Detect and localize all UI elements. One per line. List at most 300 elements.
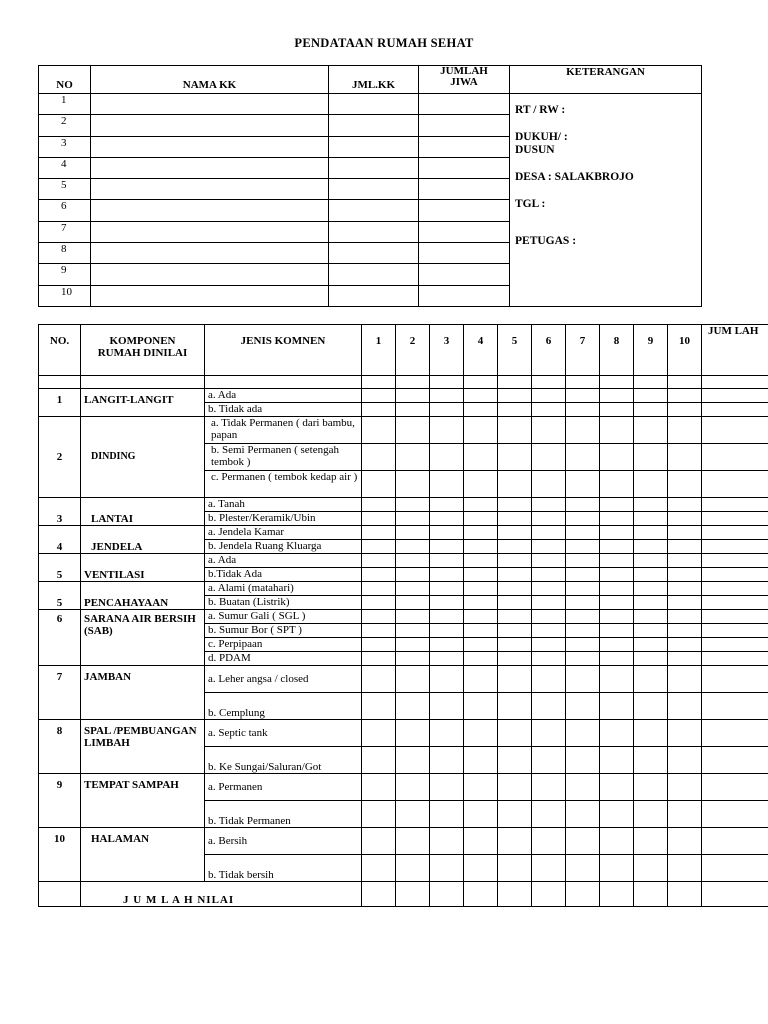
score-cell[interactable] xyxy=(464,554,498,568)
nama-kk-cell[interactable] xyxy=(91,157,329,178)
score-cell[interactable] xyxy=(634,720,668,747)
score-cell[interactable] xyxy=(634,610,668,624)
score-cell[interactable] xyxy=(362,417,396,444)
score-cell[interactable] xyxy=(498,666,532,693)
score-cell[interactable] xyxy=(566,568,600,582)
score-cell[interactable] xyxy=(566,582,600,596)
score-cell[interactable] xyxy=(566,828,600,855)
score-cell[interactable] xyxy=(464,828,498,855)
score-cell[interactable] xyxy=(668,512,702,526)
score-cell[interactable] xyxy=(668,389,702,403)
score-cell[interactable] xyxy=(430,828,464,855)
jumlah-cell[interactable] xyxy=(702,582,768,596)
score-cell[interactable] xyxy=(362,624,396,638)
score-cell[interactable] xyxy=(668,855,702,882)
score-cell[interactable] xyxy=(532,389,566,403)
score-cell[interactable] xyxy=(430,582,464,596)
score-cell[interactable] xyxy=(634,774,668,801)
score-cell[interactable] xyxy=(396,389,430,403)
score-cell[interactable] xyxy=(362,882,396,907)
score-cell[interactable] xyxy=(430,471,464,498)
score-cell[interactable] xyxy=(498,610,532,624)
score-cell[interactable] xyxy=(668,624,702,638)
score-cell[interactable] xyxy=(566,652,600,666)
score-cell[interactable] xyxy=(430,568,464,582)
score-cell[interactable] xyxy=(600,666,634,693)
score-cell[interactable] xyxy=(600,596,634,610)
score-cell[interactable] xyxy=(362,596,396,610)
jumlah-cell[interactable] xyxy=(702,774,768,801)
jml-kk-cell[interactable] xyxy=(329,136,419,157)
score-cell[interactable] xyxy=(634,882,668,907)
score-cell[interactable] xyxy=(634,403,668,417)
score-cell[interactable] xyxy=(634,801,668,828)
score-cell[interactable] xyxy=(532,568,566,582)
score-cell[interactable] xyxy=(634,389,668,403)
score-cell[interactable] xyxy=(464,417,498,444)
score-cell[interactable] xyxy=(532,882,566,907)
score-cell[interactable] xyxy=(362,801,396,828)
score-cell[interactable] xyxy=(396,652,430,666)
score-cell[interactable] xyxy=(464,444,498,471)
jumlah-jiwa-cell[interactable] xyxy=(419,115,510,136)
score-cell[interactable] xyxy=(464,882,498,907)
score-cell[interactable] xyxy=(396,801,430,828)
score-cell[interactable] xyxy=(532,554,566,568)
score-cell[interactable] xyxy=(498,596,532,610)
score-cell[interactable] xyxy=(532,747,566,774)
nama-kk-cell[interactable] xyxy=(91,136,329,157)
score-cell[interactable] xyxy=(430,720,464,747)
score-cell[interactable] xyxy=(566,403,600,417)
score-cell[interactable] xyxy=(396,471,430,498)
score-cell[interactable] xyxy=(362,747,396,774)
score-cell[interactable] xyxy=(430,747,464,774)
score-cell[interactable] xyxy=(532,596,566,610)
score-cell[interactable] xyxy=(396,403,430,417)
score-cell[interactable] xyxy=(566,540,600,554)
score-cell[interactable] xyxy=(566,417,600,444)
jumlah-cell[interactable] xyxy=(702,666,768,693)
score-cell[interactable] xyxy=(566,610,600,624)
score-cell[interactable] xyxy=(532,624,566,638)
score-cell[interactable] xyxy=(668,828,702,855)
score-cell[interactable] xyxy=(362,693,396,720)
score-cell[interactable] xyxy=(464,747,498,774)
score-cell[interactable] xyxy=(430,638,464,652)
jumlah-cell[interactable] xyxy=(702,389,768,403)
score-cell[interactable] xyxy=(498,403,532,417)
score-cell[interactable] xyxy=(600,512,634,526)
score-cell[interactable] xyxy=(600,526,634,540)
score-cell[interactable] xyxy=(430,652,464,666)
nama-kk-cell[interactable] xyxy=(91,94,329,115)
jumlah-cell[interactable] xyxy=(702,498,768,512)
score-cell[interactable] xyxy=(464,568,498,582)
score-cell[interactable] xyxy=(464,638,498,652)
score-cell[interactable] xyxy=(634,747,668,774)
score-cell[interactable] xyxy=(600,693,634,720)
score-cell[interactable] xyxy=(498,693,532,720)
score-cell[interactable] xyxy=(532,693,566,720)
score-cell[interactable] xyxy=(464,596,498,610)
score-cell[interactable] xyxy=(498,526,532,540)
score-cell[interactable] xyxy=(396,568,430,582)
score-cell[interactable] xyxy=(498,512,532,526)
score-cell[interactable] xyxy=(362,855,396,882)
score-cell[interactable] xyxy=(396,444,430,471)
score-cell[interactable] xyxy=(566,554,600,568)
score-cell[interactable] xyxy=(634,512,668,526)
score-cell[interactable] xyxy=(600,389,634,403)
score-cell[interactable] xyxy=(464,855,498,882)
score-cell[interactable] xyxy=(430,526,464,540)
score-cell[interactable] xyxy=(362,652,396,666)
jml-kk-cell[interactable] xyxy=(329,243,419,264)
score-cell[interactable] xyxy=(566,801,600,828)
score-cell[interactable] xyxy=(668,747,702,774)
jumlah-cell[interactable] xyxy=(702,624,768,638)
score-cell[interactable] xyxy=(464,652,498,666)
nama-kk-cell[interactable] xyxy=(91,264,329,285)
jumlah-jiwa-cell[interactable] xyxy=(419,264,510,285)
score-cell[interactable] xyxy=(430,855,464,882)
score-cell[interactable] xyxy=(668,554,702,568)
jumlah-cell[interactable] xyxy=(702,693,768,720)
score-cell[interactable] xyxy=(498,540,532,554)
jumlah-jiwa-cell[interactable] xyxy=(419,136,510,157)
score-cell[interactable] xyxy=(668,526,702,540)
jumlah-cell[interactable] xyxy=(702,444,768,471)
score-cell[interactable] xyxy=(498,582,532,596)
jml-kk-cell[interactable] xyxy=(329,94,419,115)
score-cell[interactable] xyxy=(498,417,532,444)
score-cell[interactable] xyxy=(498,801,532,828)
score-cell[interactable] xyxy=(498,638,532,652)
score-cell[interactable] xyxy=(566,693,600,720)
score-cell[interactable] xyxy=(634,498,668,512)
score-cell[interactable] xyxy=(430,512,464,526)
score-cell[interactable] xyxy=(464,389,498,403)
score-cell[interactable] xyxy=(464,582,498,596)
score-cell[interactable] xyxy=(532,582,566,596)
score-cell[interactable] xyxy=(396,747,430,774)
score-cell[interactable] xyxy=(498,389,532,403)
score-cell[interactable] xyxy=(600,417,634,444)
score-cell[interactable] xyxy=(532,638,566,652)
jumlah-cell[interactable] xyxy=(702,596,768,610)
score-cell[interactable] xyxy=(634,526,668,540)
score-cell[interactable] xyxy=(532,828,566,855)
score-cell[interactable] xyxy=(362,554,396,568)
nama-kk-cell[interactable] xyxy=(91,221,329,242)
score-cell[interactable] xyxy=(668,882,702,907)
nama-kk-cell[interactable] xyxy=(91,115,329,136)
score-cell[interactable] xyxy=(634,568,668,582)
score-cell[interactable] xyxy=(634,596,668,610)
jumlah-jiwa-cell[interactable] xyxy=(419,200,510,221)
score-cell[interactable] xyxy=(464,666,498,693)
score-cell[interactable] xyxy=(532,855,566,882)
score-cell[interactable] xyxy=(430,540,464,554)
score-cell[interactable] xyxy=(668,720,702,747)
score-cell[interactable] xyxy=(396,666,430,693)
score-cell[interactable] xyxy=(668,652,702,666)
jml-kk-cell[interactable] xyxy=(329,264,419,285)
score-cell[interactable] xyxy=(566,624,600,638)
score-cell[interactable] xyxy=(362,403,396,417)
score-cell[interactable] xyxy=(634,855,668,882)
jumlah-jiwa-cell[interactable] xyxy=(419,94,510,115)
score-cell[interactable] xyxy=(532,652,566,666)
score-cell[interactable] xyxy=(532,540,566,554)
score-cell[interactable] xyxy=(668,417,702,444)
score-cell[interactable] xyxy=(396,693,430,720)
jumlah-jiwa-cell[interactable] xyxy=(419,221,510,242)
score-cell[interactable] xyxy=(430,693,464,720)
score-cell[interactable] xyxy=(634,652,668,666)
score-cell[interactable] xyxy=(600,444,634,471)
jumlah-cell[interactable] xyxy=(702,882,768,907)
score-cell[interactable] xyxy=(362,568,396,582)
score-cell[interactable] xyxy=(668,498,702,512)
score-cell[interactable] xyxy=(634,471,668,498)
score-cell[interactable] xyxy=(600,610,634,624)
score-cell[interactable] xyxy=(566,444,600,471)
score-cell[interactable] xyxy=(668,774,702,801)
score-cell[interactable] xyxy=(396,540,430,554)
score-cell[interactable] xyxy=(396,855,430,882)
score-cell[interactable] xyxy=(668,801,702,828)
jumlah-cell[interactable] xyxy=(702,801,768,828)
score-cell[interactable] xyxy=(430,498,464,512)
jumlah-cell[interactable] xyxy=(702,540,768,554)
score-cell[interactable] xyxy=(566,774,600,801)
score-cell[interactable] xyxy=(430,774,464,801)
score-cell[interactable] xyxy=(600,582,634,596)
score-cell[interactable] xyxy=(464,540,498,554)
score-cell[interactable] xyxy=(532,801,566,828)
score-cell[interactable] xyxy=(600,720,634,747)
score-cell[interactable] xyxy=(464,624,498,638)
score-cell[interactable] xyxy=(430,389,464,403)
score-cell[interactable] xyxy=(634,638,668,652)
score-cell[interactable] xyxy=(634,444,668,471)
score-cell[interactable] xyxy=(532,444,566,471)
score-cell[interactable] xyxy=(430,801,464,828)
score-cell[interactable] xyxy=(532,720,566,747)
score-cell[interactable] xyxy=(634,554,668,568)
score-cell[interactable] xyxy=(532,774,566,801)
score-cell[interactable] xyxy=(532,498,566,512)
score-cell[interactable] xyxy=(430,596,464,610)
score-cell[interactable] xyxy=(498,774,532,801)
jml-kk-cell[interactable] xyxy=(329,221,419,242)
score-cell[interactable] xyxy=(362,512,396,526)
score-cell[interactable] xyxy=(634,828,668,855)
score-cell[interactable] xyxy=(362,471,396,498)
jumlah-cell[interactable] xyxy=(702,855,768,882)
score-cell[interactable] xyxy=(430,554,464,568)
nama-kk-cell[interactable] xyxy=(91,285,329,306)
score-cell[interactable] xyxy=(362,444,396,471)
nama-kk-cell[interactable] xyxy=(91,200,329,221)
score-cell[interactable] xyxy=(634,417,668,444)
score-cell[interactable] xyxy=(566,666,600,693)
jumlah-jiwa-cell[interactable] xyxy=(419,157,510,178)
score-cell[interactable] xyxy=(498,471,532,498)
score-cell[interactable] xyxy=(430,417,464,444)
score-cell[interactable] xyxy=(532,417,566,444)
score-cell[interactable] xyxy=(634,666,668,693)
nama-kk-cell[interactable] xyxy=(91,179,329,200)
score-cell[interactable] xyxy=(566,498,600,512)
score-cell[interactable] xyxy=(668,568,702,582)
jml-kk-cell[interactable] xyxy=(329,157,419,178)
score-cell[interactable] xyxy=(600,638,634,652)
score-cell[interactable] xyxy=(362,666,396,693)
score-cell[interactable] xyxy=(430,444,464,471)
score-cell[interactable] xyxy=(566,471,600,498)
jumlah-jiwa-cell[interactable] xyxy=(419,243,510,264)
score-cell[interactable] xyxy=(498,720,532,747)
jumlah-jiwa-cell[interactable] xyxy=(419,285,510,306)
score-cell[interactable] xyxy=(396,882,430,907)
score-cell[interactable] xyxy=(498,828,532,855)
score-cell[interactable] xyxy=(362,526,396,540)
score-cell[interactable] xyxy=(668,444,702,471)
score-cell[interactable] xyxy=(668,540,702,554)
score-cell[interactable] xyxy=(634,693,668,720)
score-cell[interactable] xyxy=(430,403,464,417)
score-cell[interactable] xyxy=(362,774,396,801)
score-cell[interactable] xyxy=(396,417,430,444)
jumlah-cell[interactable] xyxy=(702,512,768,526)
score-cell[interactable] xyxy=(668,693,702,720)
score-cell[interactable] xyxy=(532,403,566,417)
score-cell[interactable] xyxy=(396,596,430,610)
score-cell[interactable] xyxy=(430,882,464,907)
score-cell[interactable] xyxy=(362,498,396,512)
nama-kk-cell[interactable] xyxy=(91,243,329,264)
score-cell[interactable] xyxy=(668,638,702,652)
score-cell[interactable] xyxy=(634,582,668,596)
jumlah-jiwa-cell[interactable] xyxy=(419,179,510,200)
jumlah-cell[interactable] xyxy=(702,554,768,568)
score-cell[interactable] xyxy=(464,801,498,828)
score-cell[interactable] xyxy=(600,828,634,855)
jml-kk-cell[interactable] xyxy=(329,200,419,221)
score-cell[interactable] xyxy=(464,498,498,512)
score-cell[interactable] xyxy=(566,512,600,526)
score-cell[interactable] xyxy=(362,610,396,624)
score-cell[interactable] xyxy=(532,512,566,526)
score-cell[interactable] xyxy=(464,512,498,526)
score-cell[interactable] xyxy=(600,471,634,498)
score-cell[interactable] xyxy=(464,471,498,498)
score-cell[interactable] xyxy=(634,540,668,554)
jml-kk-cell[interactable] xyxy=(329,285,419,306)
score-cell[interactable] xyxy=(566,638,600,652)
score-cell[interactable] xyxy=(396,774,430,801)
score-cell[interactable] xyxy=(362,638,396,652)
score-cell[interactable] xyxy=(600,568,634,582)
score-cell[interactable] xyxy=(532,610,566,624)
score-cell[interactable] xyxy=(464,403,498,417)
score-cell[interactable] xyxy=(396,624,430,638)
score-cell[interactable] xyxy=(668,596,702,610)
score-cell[interactable] xyxy=(498,498,532,512)
score-cell[interactable] xyxy=(396,582,430,596)
score-cell[interactable] xyxy=(430,624,464,638)
jml-kk-cell[interactable] xyxy=(329,179,419,200)
score-cell[interactable] xyxy=(566,596,600,610)
score-cell[interactable] xyxy=(498,882,532,907)
jumlah-cell[interactable] xyxy=(702,747,768,774)
score-cell[interactable] xyxy=(396,720,430,747)
score-cell[interactable] xyxy=(498,855,532,882)
score-cell[interactable] xyxy=(464,774,498,801)
jumlah-cell[interactable] xyxy=(702,652,768,666)
score-cell[interactable] xyxy=(430,666,464,693)
score-cell[interactable] xyxy=(600,882,634,907)
score-cell[interactable] xyxy=(668,471,702,498)
score-cell[interactable] xyxy=(498,568,532,582)
score-cell[interactable] xyxy=(668,403,702,417)
jumlah-cell[interactable] xyxy=(702,417,768,444)
score-cell[interactable] xyxy=(600,554,634,568)
score-cell[interactable] xyxy=(362,720,396,747)
score-cell[interactable] xyxy=(396,638,430,652)
score-cell[interactable] xyxy=(600,498,634,512)
score-cell[interactable] xyxy=(498,652,532,666)
score-cell[interactable] xyxy=(396,526,430,540)
score-cell[interactable] xyxy=(464,526,498,540)
score-cell[interactable] xyxy=(600,624,634,638)
score-cell[interactable] xyxy=(362,582,396,596)
jumlah-cell[interactable] xyxy=(702,638,768,652)
score-cell[interactable] xyxy=(668,610,702,624)
score-cell[interactable] xyxy=(566,526,600,540)
score-cell[interactable] xyxy=(464,610,498,624)
score-cell[interactable] xyxy=(498,624,532,638)
score-cell[interactable] xyxy=(532,471,566,498)
score-cell[interactable] xyxy=(532,666,566,693)
score-cell[interactable] xyxy=(668,666,702,693)
score-cell[interactable] xyxy=(668,582,702,596)
score-cell[interactable] xyxy=(362,389,396,403)
jumlah-cell[interactable] xyxy=(702,828,768,855)
score-cell[interactable] xyxy=(362,828,396,855)
jml-kk-cell[interactable] xyxy=(329,115,419,136)
score-cell[interactable] xyxy=(464,720,498,747)
jumlah-cell[interactable] xyxy=(702,526,768,540)
jumlah-cell[interactable] xyxy=(702,471,768,498)
score-cell[interactable] xyxy=(634,624,668,638)
score-cell[interactable] xyxy=(566,855,600,882)
score-cell[interactable] xyxy=(600,540,634,554)
score-cell[interactable] xyxy=(498,554,532,568)
score-cell[interactable] xyxy=(600,774,634,801)
score-cell[interactable] xyxy=(396,554,430,568)
score-cell[interactable] xyxy=(566,389,600,403)
score-cell[interactable] xyxy=(430,610,464,624)
jumlah-cell[interactable] xyxy=(702,610,768,624)
score-cell[interactable] xyxy=(396,498,430,512)
score-cell[interactable] xyxy=(396,828,430,855)
score-cell[interactable] xyxy=(464,693,498,720)
score-cell[interactable] xyxy=(396,512,430,526)
